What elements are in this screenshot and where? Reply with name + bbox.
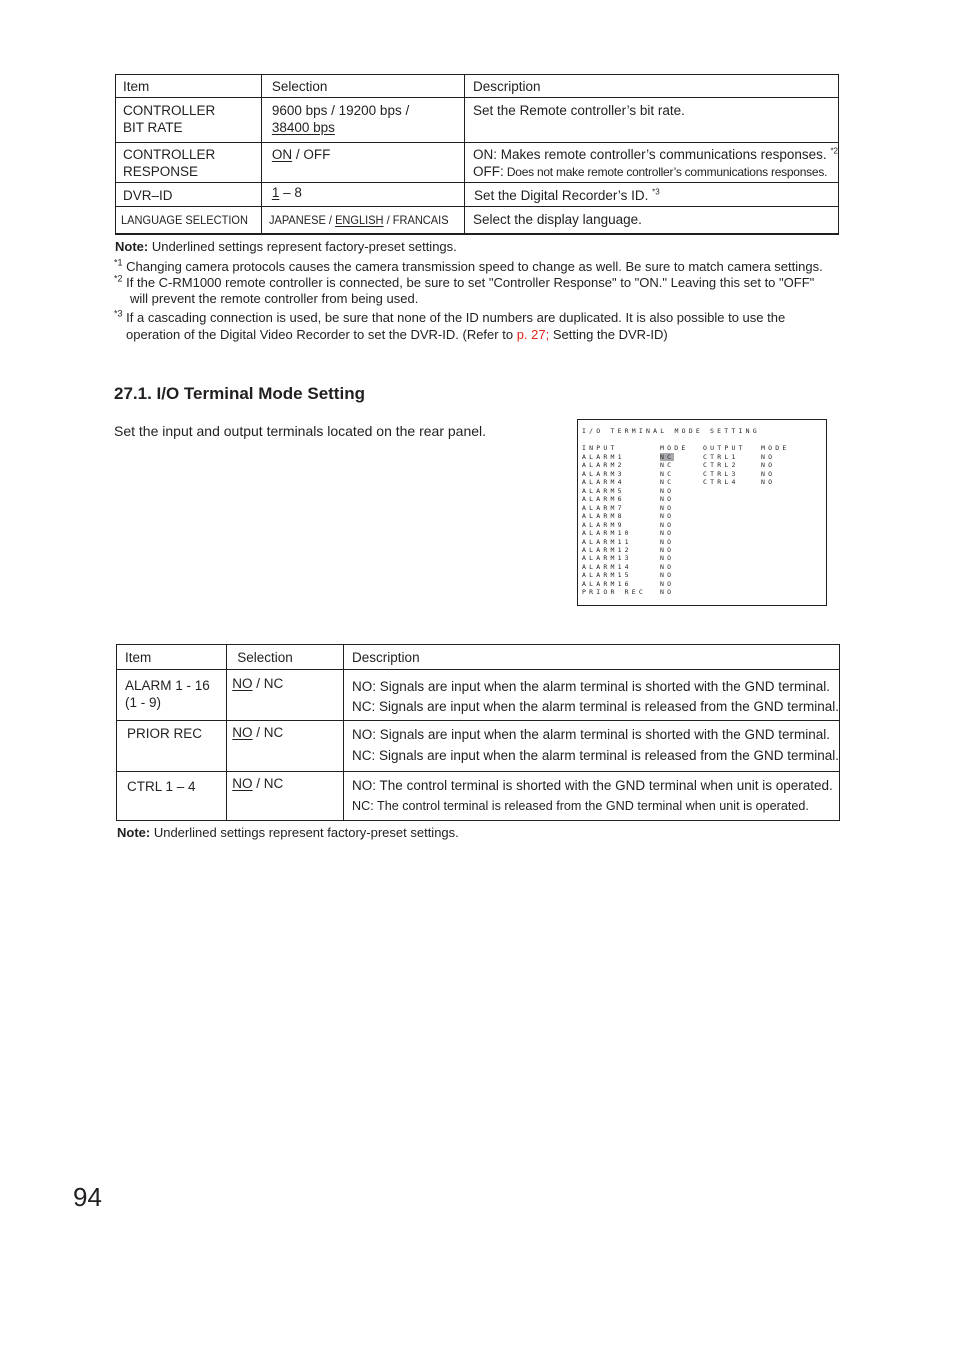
header-description: Description xyxy=(465,75,839,98)
osd-input-name: ALARM6 xyxy=(582,495,625,504)
item-cell: CTRL 1 – 4 xyxy=(117,772,227,821)
section-intro: Set the input and output terminals located on the rear panel. xyxy=(114,423,487,439)
table-row xyxy=(117,670,840,721)
osd-input-mode[interactable]: NO xyxy=(660,520,675,529)
osd-input-name: ALARM1 xyxy=(582,453,625,461)
header-item: Item xyxy=(116,75,262,98)
osd-input-name: ALARM10 xyxy=(582,529,632,538)
header-selection: Selection xyxy=(227,645,344,670)
table-header-row xyxy=(117,645,840,670)
osd-input-mode[interactable]: NO xyxy=(660,495,675,504)
osd-output-mode[interactable]: NO xyxy=(761,453,776,461)
osd-input-name: ALARM14 xyxy=(582,562,632,571)
osd-input-name: ALARM7 xyxy=(582,503,625,512)
note: Note: Underlined settings represent factory-preset settings. xyxy=(115,239,457,254)
osd-input-name: ALARM12 xyxy=(582,545,632,554)
default-value: NO xyxy=(232,776,253,791)
osd-input-name: ALARM5 xyxy=(582,486,625,495)
osd-input-mode[interactable]: NO xyxy=(660,588,675,597)
io-terminal-table xyxy=(116,644,840,821)
item-cell: DVR–ID xyxy=(116,183,262,207)
page-number: 94 xyxy=(73,1182,102,1212)
osd-input-mode[interactable]: NO xyxy=(660,529,675,538)
description-cell: Set the Digital Recorder’s ID. $^{*3}$ xyxy=(465,183,839,207)
default-value: 1 xyxy=(271,185,280,200)
osd-input-mode[interactable]: NC xyxy=(660,461,675,470)
header-description: Description xyxy=(344,645,840,670)
osd-input-mode[interactable]: NO xyxy=(660,554,675,563)
osd-input-name: ALARM2 xyxy=(582,461,625,470)
osd-output-header: OUTPUT xyxy=(703,444,746,452)
header-item: Item xyxy=(117,645,227,670)
description-cell: NO: The control terminal is shorted with the GND terminal when unit is operated. NC: The control terminal is released from the GND terminal when unit is operated. xyxy=(344,772,840,821)
item-cell: CONTROLLER BIT RATE xyxy=(116,98,262,143)
default-value: NO xyxy=(232,725,253,740)
osd-mode-header: MODE xyxy=(660,444,689,452)
description-cell: Set the Remote controller’s bit rate. xyxy=(465,98,839,143)
selection-cell: JAPANESE / ENGLISH / FRANCAIS xyxy=(261,207,464,234)
default-value: 38400 bps xyxy=(271,120,335,135)
osd-input-mode-selected[interactable]: NC xyxy=(660,453,675,461)
osd-output-name: CTRL3 xyxy=(703,469,739,478)
osd-input-name: ALARM13 xyxy=(582,554,632,563)
osd-input-name: ALARM4 xyxy=(582,478,625,487)
osd-input-mode[interactable]: NO xyxy=(660,503,675,512)
item-cell: PRIOR REC xyxy=(117,721,227,772)
default-value: NO xyxy=(232,676,253,691)
osd-output-mode[interactable]: NO xyxy=(761,469,776,478)
controller-settings-table xyxy=(115,74,839,235)
selection-cell: 1 – 8 xyxy=(261,183,464,207)
description-cell: NO: Signals are input when the alarm terminal is shorted with the GND terminal. NC: Signals are input when the alarm terminal is released from the GND terminal. xyxy=(344,670,840,721)
selection-cell: NO / NC xyxy=(227,670,344,721)
item-cell: LANGUAGE SELECTION xyxy=(116,207,262,234)
osd-output-name: CTRL1 xyxy=(703,453,739,461)
osd-input-mode[interactable]: NO xyxy=(660,562,675,571)
footnote-2-cont: will prevent the remote controller from being used. xyxy=(130,291,419,306)
osd-input-mode[interactable]: NO xyxy=(660,537,675,546)
selection-cell: ON / OFF xyxy=(261,143,464,183)
footnote-3: $^{*3}$ If a cascading connection is used, be sure that none of the ID numbers are duplicated. It is also possible to use the xyxy=(114,308,786,325)
default-value: ENGLISH xyxy=(334,213,384,227)
description-cell: Select the display language. xyxy=(465,207,839,234)
table-row xyxy=(117,772,840,821)
osd-input-mode[interactable]: NO xyxy=(660,545,675,554)
item-cell: CONTROLLER RESPONSE xyxy=(116,143,262,183)
osd-input-mode[interactable]: NC xyxy=(660,478,675,487)
table-row xyxy=(116,98,839,143)
osd-input-name: ALARM3 xyxy=(582,469,625,478)
osd-input-name: ALARM9 xyxy=(582,520,625,529)
footnote-1: $^{*1}$ Changing camera protocols causes the camera transmission speed to change as well. Be sure to match camera settings. xyxy=(114,257,823,274)
osd-input-mode[interactable]: NC xyxy=(660,469,675,478)
note: Note: Underlined settings represent factory-preset settings. xyxy=(117,825,459,840)
footnote-2: $^{*2}$ If the C-RM1000 remote controller is connected, be sure to set "Controller Response" to "ON." Leaving this set to "OFF" xyxy=(114,273,815,290)
osd-input-mode[interactable]: NO xyxy=(660,512,675,521)
table-header-row xyxy=(116,75,839,98)
osd-output-name: CTRL2 xyxy=(703,461,739,470)
osd-input-mode[interactable]: NO xyxy=(660,571,675,580)
table-row xyxy=(116,207,839,234)
osd-input-name: ALARM11 xyxy=(582,537,632,546)
osd-input-name: PRIOR REC xyxy=(582,588,647,597)
table-row xyxy=(117,721,840,772)
osd-input-name: ALARM8 xyxy=(582,512,625,521)
osd-output-name: CTRL4 xyxy=(703,478,739,487)
osd-output-mode[interactable]: NO xyxy=(761,478,776,487)
page-link[interactable]: p. 27; xyxy=(516,327,550,342)
osd-input-mode[interactable]: NO xyxy=(660,579,675,588)
osd-input-name: ALARM16 xyxy=(582,579,632,588)
osd-input-name: ALARM15 xyxy=(582,571,632,580)
description-cell: ON: Makes remote controller’s communications responses. $^{*2}$ OFF: Does not make remote controller’s communications responses. xyxy=(465,143,839,183)
osd-title: I/O TERMINAL MODE SETTING xyxy=(582,427,760,435)
description-cell: NO: Signals are input when the alarm terminal is shorted with the GND terminal. NC: Signals are input when the alarm terminal is released from the GND terminal. xyxy=(344,721,840,772)
selection-cell: NO / NC xyxy=(227,772,344,821)
io-terminal-osd-screen xyxy=(577,419,827,606)
osd-output-mode-header: MODE xyxy=(761,444,790,452)
section-title: 27.1. I/O Terminal Mode Setting xyxy=(114,384,365,403)
header-selection: Selection xyxy=(261,75,464,98)
default-value: ON xyxy=(271,147,293,162)
osd-output-mode[interactable]: NO xyxy=(761,461,776,470)
osd-input-header: INPUT xyxy=(582,444,618,452)
table-row xyxy=(116,143,839,183)
osd-input-mode[interactable]: NO xyxy=(660,486,675,495)
selection-cell: 9600 bps / 19200 bps / 38400 bps xyxy=(261,98,464,143)
item-cell: ALARM 1 - 16 (1 - 9) xyxy=(117,670,227,721)
footnote-3-cont: operation of the Digital Video Recorder to set the DVR-ID. (Refer to p. 27; Setting the DVR-ID) xyxy=(126,327,668,342)
selection-cell: NO / NC xyxy=(227,721,344,772)
table-row xyxy=(116,183,839,207)
